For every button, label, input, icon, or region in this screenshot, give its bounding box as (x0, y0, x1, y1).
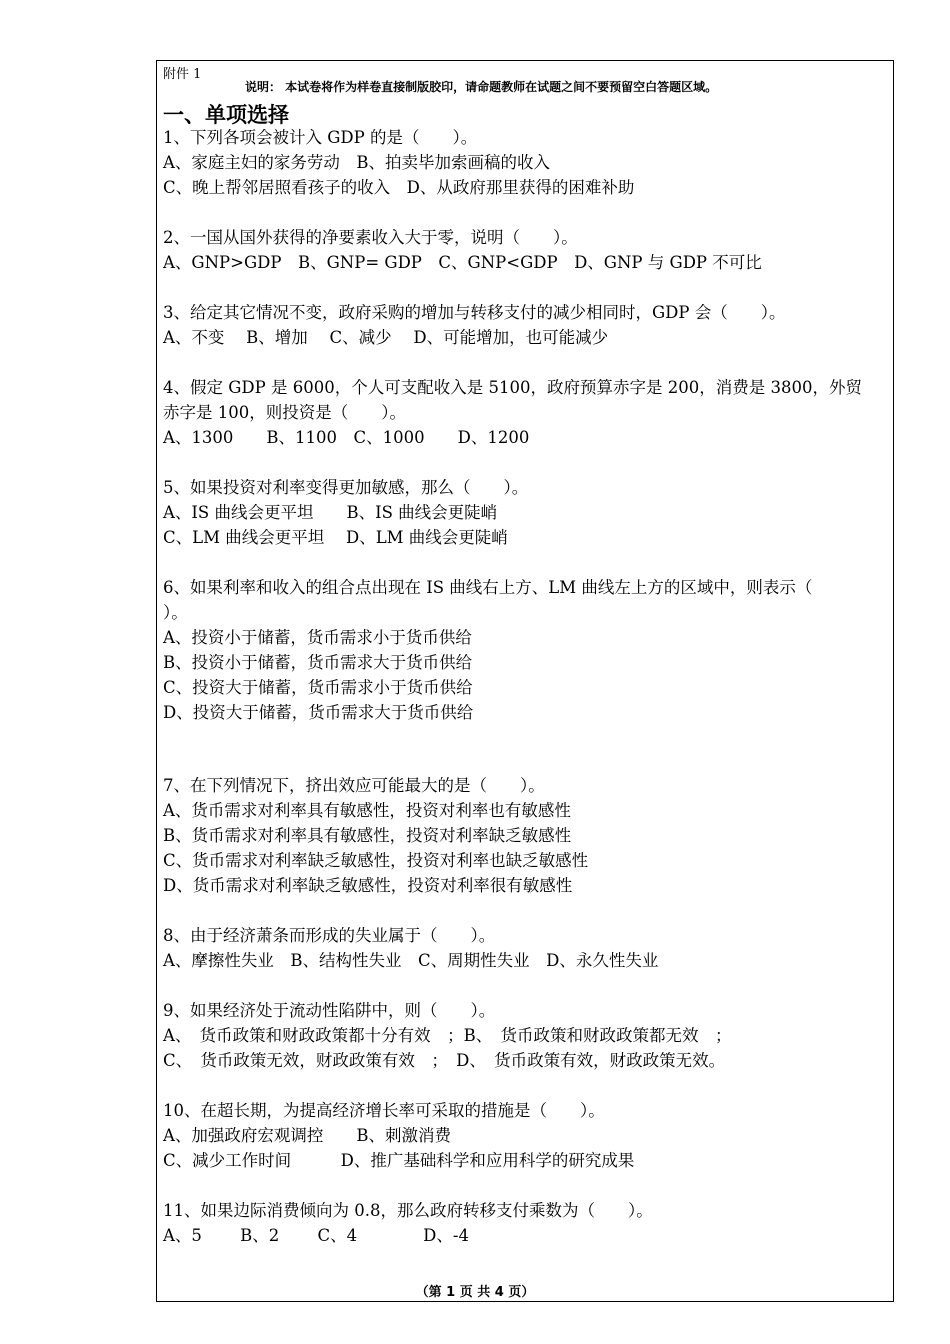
question-3 (163, 300, 786, 350)
question-options: A、 货币政策和财政政策都十分有效 ；B、 货币政策和财政政策都无效 ； (163, 1026, 732, 1045)
question-options: C、减少工作时间 D、推广基础科学和应用科学的研究成果 (163, 1151, 635, 1170)
question-options: A、加强政府宏观调控 B、刺激消费 (163, 1126, 452, 1145)
question-options: A、货币需求对利率具有敏感性，投资对利率也有敏感性 (163, 801, 571, 820)
question-options: C、 货币政策无效，财政政策有效 ； D、 货币政策有效，财政政策无效。 (163, 1051, 726, 1070)
question-stem: 9、如果经济处于流动性陷阱中，则（ ）。 (163, 1001, 496, 1020)
question-stem: 11、如果边际消费倾向为 0.8，那么政府转移支付乘数为（ ）。 (163, 1201, 653, 1220)
question-options: C、投资大于储蓄，货币需求小于货币供给 (163, 678, 473, 697)
question-stem: 赤字是 100，则投资是（ ）。 (163, 403, 406, 422)
question-stem: 7、在下列情况下，挤出效应可能最大的是（ ）。 (163, 776, 545, 795)
question-stem: 5、如果投资对利率变得更加敏感，那么（ ）。 (163, 478, 529, 497)
exam-note: 说明： 本试卷将作为样卷直接制版胶印，请命题教师在试题之间不要预留空白答题区域。 (245, 80, 718, 94)
question-options: A、摩擦性失业 B、结构性失业 C、周期性失业 D、永久性失业 (163, 951, 659, 970)
question-options: A、家庭主妇的家务劳动 B、拍卖毕加索画稿的收入 (163, 153, 551, 172)
question-options: A、不变 B、增加 C、减少 D、可能增加，也可能减少 (163, 328, 609, 347)
question-options: A、GNP>GDP B、GNP= GDP C、GNP<GDP D、GNP 与 GDP 不可比 (163, 253, 762, 272)
question-5 (163, 475, 528, 550)
question-6 (163, 575, 812, 725)
question-8 (163, 923, 658, 973)
question-stem: 10、在超长期，为提高经济增长率可采取的措施是（ ）。 (163, 1101, 605, 1120)
question-stem: 1、下列各项会被计入 GDP 的是（ ）。 (163, 128, 478, 147)
question-options: D、货币需求对利率缺乏敏感性，投资对利率很有敏感性 (163, 876, 573, 895)
question-1 (163, 125, 634, 200)
attachment-label: 附件 1 (163, 67, 202, 82)
question-stem: 3、给定其它情况不变，政府采购的增加与转移支付的减少相同时，GDP 会（ ）。 (163, 303, 786, 322)
question-stem: 6、如果利率和收入的组合点出现在 IS 曲线右上方、LM 曲线左上方的区域中，则表示（ (163, 578, 813, 597)
question-options: C、货币需求对利率缺乏敏感性，投资对利率也缺乏敏感性 (163, 851, 589, 870)
question-options: A、1300 B、1100 C、1000 D、1200 (163, 428, 530, 447)
question-options: A、5 B、2 C、4 D、-4 (163, 1226, 469, 1245)
question-options: B、货币需求对利率具有敏感性，投资对利率缺乏敏感性 (163, 826, 572, 845)
question-options: A、IS 曲线会更平坦 B、IS 曲线会更陡峭 (163, 503, 498, 522)
question-stem: 8、由于经济萧条而形成的失业属于（ ）。 (163, 926, 496, 945)
question-10 (163, 1098, 634, 1173)
question-4 (163, 375, 862, 450)
question-stem: 4、假定 GDP 是 6000，个人可支配收入是 5100，政府预算赤字是 200，消费是 3800，外贸 (163, 378, 862, 397)
question-stem: ）。 (163, 603, 188, 622)
question-options: B、投资小于储蓄，货币需求大于货币供给 (163, 653, 473, 672)
question-options: D、投资大于储蓄，货币需求大于货币供给 (163, 703, 474, 722)
question-stem: 2、一国从国外获得的净要素收入大于零，说明（ ）。 (163, 228, 578, 247)
question-9 (163, 998, 732, 1073)
question-options: C、晚上帮邻居照看孩子的收入 D、从政府那里获得的困难补助 (163, 178, 635, 197)
question-options: C、LM 曲线会更平坦 D、LM 曲线会更陡峭 (163, 528, 508, 547)
section-title: 一、单项选择 (163, 103, 289, 127)
question-options: A、投资小于储蓄，货币需求小于货币供给 (163, 628, 472, 647)
question-7 (163, 773, 588, 898)
question-11 (163, 1198, 653, 1248)
question-2 (163, 225, 762, 275)
page-footer: （第 1 页 共 4 页） (415, 1285, 535, 1300)
